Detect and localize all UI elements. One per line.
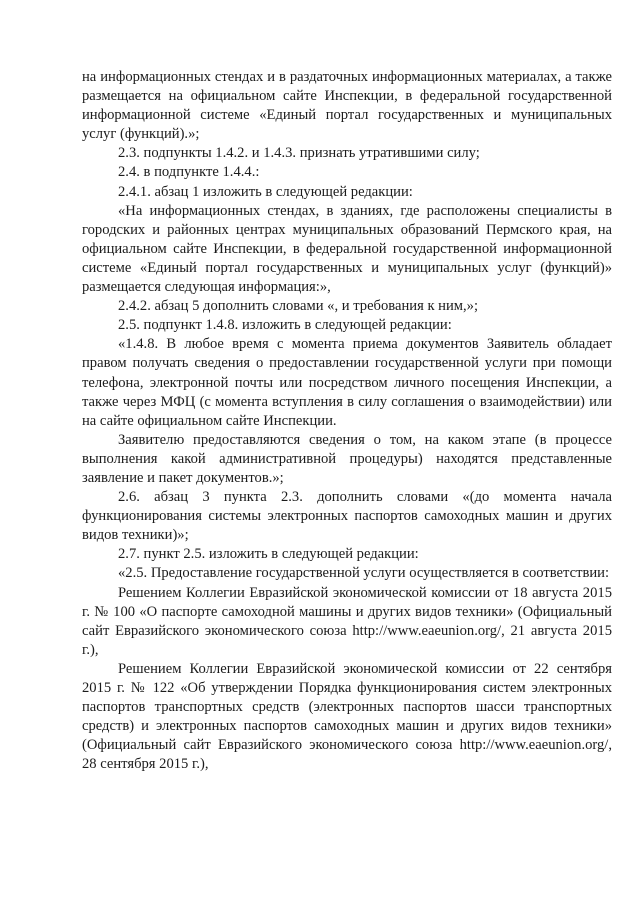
paragraph: 2.4. в подпункте 1.4.4.: (118, 164, 260, 181)
paragraph: Решением Коллегии Евразийской экономической комиссии от 18 августа 2015 г. № 100 «О паспорте самоходной машины и других видов техники» (Официальный сайт Евразийского экономического союза http://www.eaeunion.org/, 21 августа 2015 г.), (82, 584, 612, 658)
paragraph: «На информационных стендах, в зданиях, где расположены специалисты в городских и районных центрах муниципальных образований Пермского края, на официальном сайте Инспекции, в федеральной государственной информационной системе «Единый портал государственных и муниципальных услуг (функций)» размещается следующая информация:», (82, 202, 612, 296)
paragraph: 2.4.1. абзац 1 изложить в следующей редакции: (118, 183, 413, 200)
paragraph: на информационных стендах и в раздаточных информационных материалах, а также размещается на официальном сайте Инспекции, в федеральной государственной информационной системе «Единый портал государственных и муниципальных услуг (функций).»; (82, 69, 612, 143)
paragraph: Решением Коллегии Евразийской экономической комиссии от 22 сентября 2015 г. № 122 «Об утверждении Порядка функционирования систем электронных паспортов транспортных средств (электронных паспортов шасси транспортных средств) и электронных паспортов самоходных машин и других видов техники» (Официальный сайт Евразийского экономического союза http://www.eaeunion.org/, 28 сентября 2015 г.), (82, 660, 612, 773)
paragraph: «1.4.8. В любое время с момента приема документов Заявитель обладает правом получать сведения о предоставлении государственной услуги при помощи телефона, электронной почты или посредством личного посещения Инспекции, а также через МФЦ (с момента вступления в силу соглашения о взаимодействии) или на сайте официальном сайте Инспекции. (82, 336, 612, 429)
paragraph: 2.7. пункт 2.5. изложить в следующей редакции: (118, 546, 419, 563)
document-body (82, 68, 612, 774)
paragraph: 2.4.2. абзац 5 дополнить словами «, и требования к ним,»; (118, 298, 479, 315)
paragraph: 2.5. подпункт 1.4.8. изложить в следующей редакции: (118, 317, 452, 334)
paragraph: 2.3. подпункты 1.4.2. и 1.4.3. признать утратившими силу; (118, 145, 480, 162)
paragraph: 2.6. абзац 3 пункта 2.3. дополнить словами «(до момента начала функционирования системы электронных паспортов самоходных машин и других видов техники)»; (82, 489, 612, 544)
paragraph: «2.5. Предоставление государственной услуги осуществляется в соответствии: (118, 565, 610, 582)
paragraph: Заявителю предоставляются сведения о том, на каком этапе (в процессе выполнения какой административной процедуры) находятся представленные заявление и пакет документов.»; (82, 431, 612, 486)
